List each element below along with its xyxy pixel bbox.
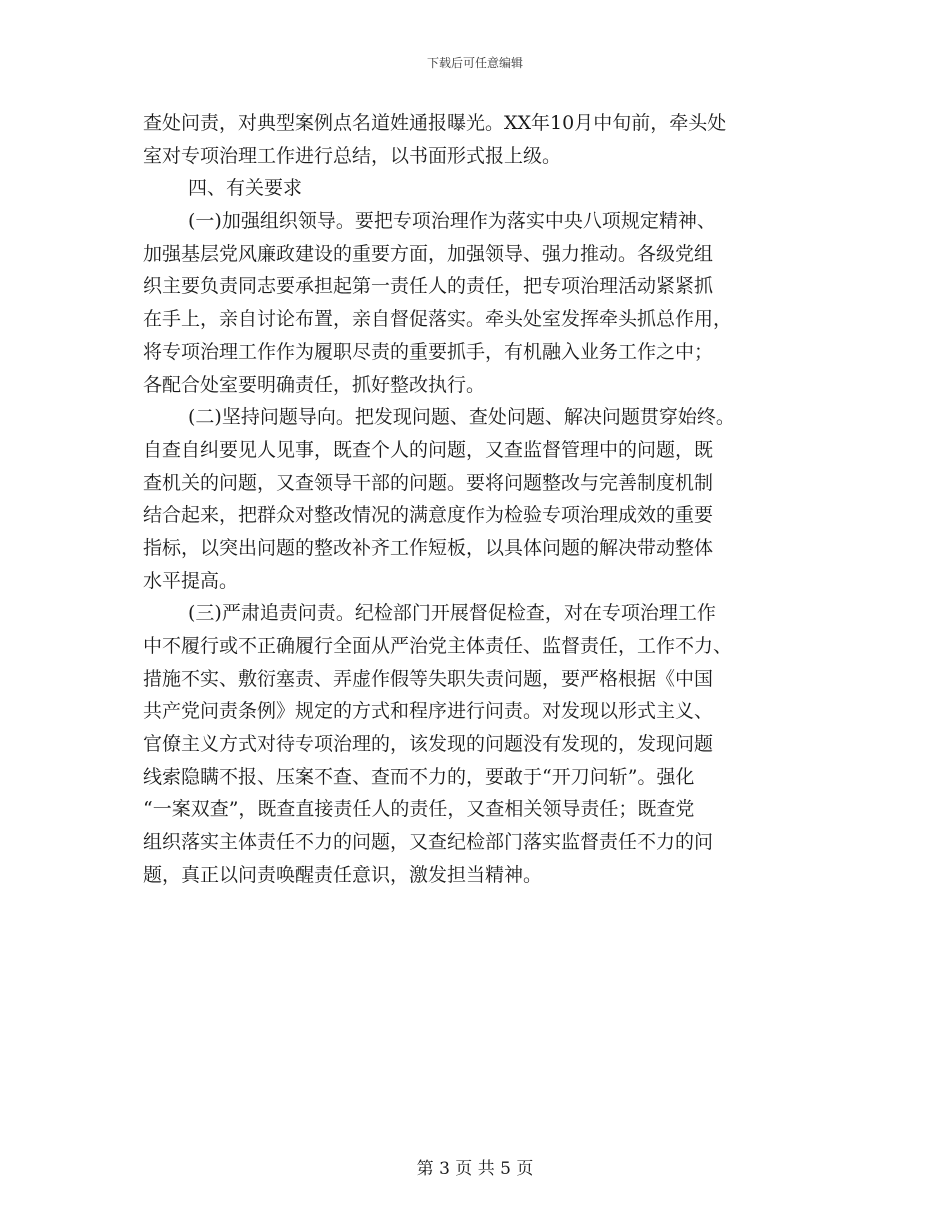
document-body [143, 107, 807, 892]
text-line: (三)严肃追责问责。纪检部门开展督促检查，对在专项治理工作 [188, 602, 716, 625]
text-line: 题，真正以问责唤醒责任意识，激发担当精神。 [143, 863, 543, 886]
text-line: 措施不实、敷衍塞责、弄虚作假等失职失责问题，要严格根据《中国 [143, 667, 714, 690]
text-line: (二)坚持问题导向。把发现问题、查处问题、解决问题贯穿始终。 [188, 406, 735, 429]
page-number-footer: 第 3 页 共 5 页 [416, 1159, 534, 1179]
text-line: 结合起来，把群众对整改情况的满意度作为检验专项治理成效的重要 [143, 504, 714, 527]
text-line: 指标，以突出问题的整改补齐工作短板，以具体问题的解决带动整体 [143, 536, 714, 559]
text-line: 各配合处室要明确责任，抓好整改执行。 [143, 373, 486, 396]
text-line: 组织落实主体责任不力的问题，又查纪检部门落实监督责任不力的问 [143, 831, 714, 854]
text-line: (一)加强组织领导。要把专项治理作为落实中央八项规定精神、 [188, 210, 716, 233]
text-line: 线索隐瞒不报、压案不查、查而不力的，要敢于“开刀问斩”。强化 [143, 765, 695, 788]
text-line: 查处问责，对典型案例点名道姓通报曝光。XX年10月中旬前，牵头处 [143, 112, 727, 134]
text-line: 共产党问责条例》规定的方式和程序进行问责。对发现以形式主义、 [143, 700, 714, 723]
text-line: 织主要负责同志要承担起第一责任人的责任，把专项治理活动紧紧抓 [143, 275, 714, 298]
text-line: 将专项治理工作作为履职尽责的重要抓手，有机融入业务工作之中； [143, 340, 714, 363]
text-line: 自查自纠要见人见事，既查个人的问题，又查监督管理中的问题，既 [143, 438, 714, 461]
text-line: 加强基层党风廉政建设的重要方面，加强领导、强力推动。各级党组 [143, 242, 714, 265]
text-line: 官僚主义方式对待专项治理的，该发现的问题没有发现的，发现问题 [143, 733, 714, 756]
text-line: “一案双查”，既查直接责任人的责任，又查相关领导责任；既查党 [143, 798, 695, 821]
section-heading: 四、有关要求 [188, 177, 303, 200]
text-line: 查机关的问题，又查领导干部的问题。要将问题整改与完善制度机制 [143, 471, 714, 494]
text-line: 水平提高。 [143, 569, 239, 592]
text-line: 室对专项治理工作进行总结，以书面形式报上级。 [143, 144, 562, 167]
page-header: 下载后可任意编辑 [426, 56, 523, 70]
text-line: 中不履行或不正确履行全面从严治党主体责任、监督责任，工作不力、 [143, 635, 733, 657]
text-line: 在手上，亲自讨论布置，亲自督促落实。牵头处室发挥牵头抓总作用， [143, 308, 733, 331]
